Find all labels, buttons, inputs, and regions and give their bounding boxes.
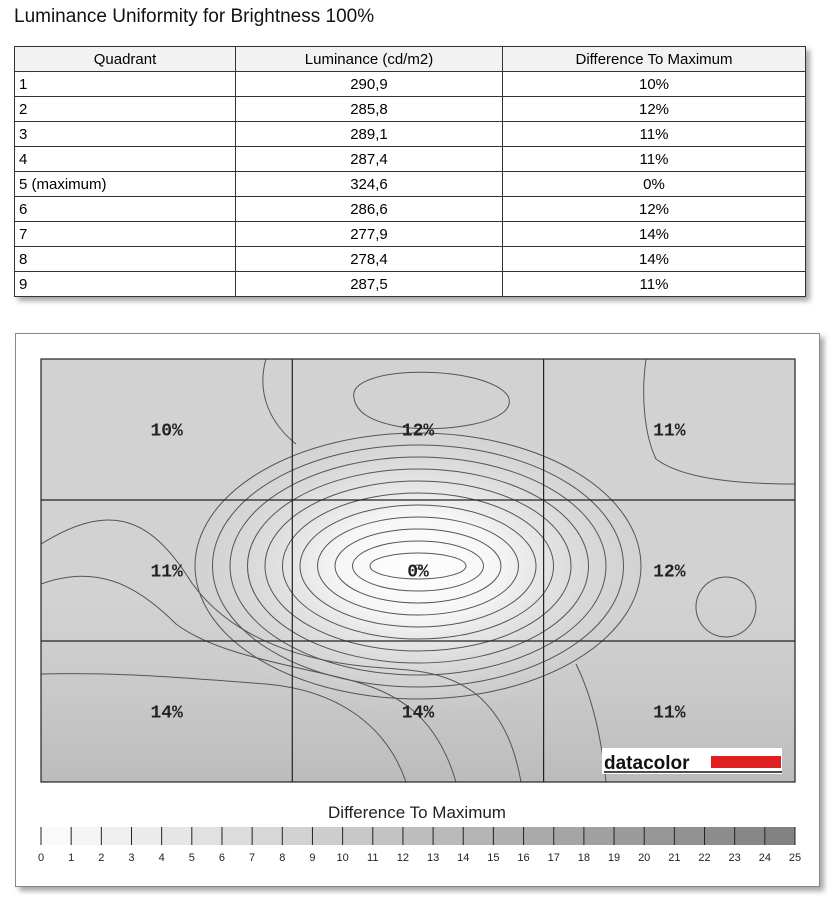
- legend-tick-label: 4: [158, 852, 165, 864]
- luminance-table-wrapper: [14, 46, 806, 297]
- legend-swatch: [705, 827, 735, 845]
- luminance-table: [14, 46, 806, 297]
- quadrant-cell: 4: [15, 147, 236, 172]
- legend-tick-label: 7: [249, 852, 256, 864]
- legend-title: Difference To Maximum: [328, 803, 506, 822]
- difference-cell: 12%: [503, 97, 806, 122]
- legend-swatch: [644, 827, 674, 845]
- table-row: [15, 272, 806, 297]
- quadrant-cell: 1: [15, 72, 236, 97]
- legend-swatch: [765, 827, 795, 845]
- legend-swatch: [554, 827, 584, 845]
- legend-swatch: [282, 827, 312, 845]
- legend-tick-label: 25: [788, 852, 802, 864]
- legend-swatch: [403, 827, 433, 845]
- cell-label: 11%: [150, 562, 183, 583]
- legend-tick-label: 8: [279, 852, 286, 864]
- legend-tick-label: 11: [367, 852, 379, 864]
- uniformity-chart-frame: [15, 333, 820, 887]
- cell-label: 14%: [150, 703, 183, 724]
- table-row: [15, 197, 806, 222]
- quadrant-cell: 2: [15, 97, 236, 122]
- header-difference: Difference To Maximum: [503, 47, 806, 72]
- legend-tick-label: 3: [128, 852, 135, 864]
- luminance-cell: 286,6: [236, 197, 503, 222]
- legend-swatch: [433, 827, 463, 845]
- quadrant-cell: 9: [15, 272, 236, 297]
- legend-tick-label: 6: [218, 852, 226, 864]
- legend-tick-label: 1: [68, 852, 75, 864]
- cell-label: 12%: [401, 421, 435, 442]
- legend-tick-label: 9: [309, 852, 316, 864]
- legend-tick-label: 14: [457, 852, 470, 864]
- difference-cell: 11%: [503, 147, 806, 172]
- cell-label: 0%: [407, 562, 429, 583]
- luminance-cell: 287,4: [236, 147, 503, 172]
- legend-tick-label: 12: [396, 852, 410, 864]
- datacolor-logo: [602, 748, 782, 774]
- difference-cell: 0%: [503, 172, 806, 197]
- table-row: [15, 122, 806, 147]
- table-row: [15, 247, 806, 272]
- uniformity-contour-chart: [16, 334, 819, 886]
- legend-swatch: [312, 827, 342, 845]
- cell-label: 14%: [401, 703, 435, 724]
- legend-tick-label: 24: [758, 852, 771, 864]
- luminance-cell: 287,5: [236, 272, 503, 297]
- luminance-cell: 324,6: [236, 172, 503, 197]
- table-row: [15, 72, 806, 97]
- quadrant-cell: 7: [15, 222, 236, 247]
- cell-label: 12%: [653, 562, 686, 583]
- legend-swatch: [493, 827, 523, 845]
- difference-cell: 10%: [503, 72, 806, 97]
- legend-tick-label: 22: [698, 852, 711, 864]
- cell-label: 11%: [653, 421, 686, 442]
- legend-tick-label: 16: [517, 852, 530, 864]
- legend-swatch: [131, 827, 161, 845]
- legend-swatch: [524, 827, 554, 845]
- legend-swatch: [41, 827, 71, 845]
- legend-tick-label: 17: [547, 852, 560, 864]
- quadrant-cell: 6: [15, 197, 236, 222]
- quadrant-cell: 5 (maximum): [15, 172, 236, 197]
- difference-cell: 11%: [503, 272, 806, 297]
- luminance-cell: 277,9: [236, 222, 503, 247]
- luminance-cell: 278,4: [236, 247, 503, 272]
- legend-swatch: [71, 827, 101, 845]
- table-row: [15, 97, 806, 122]
- quadrant-cell: 8: [15, 247, 236, 272]
- legend-swatch: [735, 827, 765, 845]
- difference-cell: 14%: [503, 222, 806, 247]
- legend-swatch: [343, 827, 373, 845]
- legend-swatch: [101, 827, 131, 845]
- header-luminance: Luminance (cd/m2): [236, 47, 503, 72]
- legend-tick-label: 10: [336, 852, 349, 864]
- legend-swatch: [192, 827, 222, 845]
- luminance-cell: 285,8: [236, 97, 503, 122]
- legend-swatch: [674, 827, 704, 845]
- legend-swatch: [614, 827, 644, 845]
- legend-swatch: [252, 827, 282, 845]
- logo-text: datacolor: [604, 753, 690, 774]
- legend-swatch: [463, 827, 493, 845]
- legend-tick-label: 23: [728, 852, 741, 864]
- legend-tick-label: 15: [487, 852, 500, 864]
- legend-tick-label: 13: [426, 852, 440, 864]
- quadrant-cell: 3: [15, 122, 236, 147]
- legend-tick-label: 2: [98, 852, 105, 864]
- table-row: [15, 222, 806, 247]
- legend-tick-label: 21: [668, 852, 681, 864]
- cell-label: 10%: [150, 421, 183, 442]
- legend-tick-label: 19: [607, 852, 621, 864]
- difference-cell: 11%: [503, 122, 806, 147]
- legend-tick-label: 0: [37, 852, 45, 864]
- legend-tick-label: 5: [188, 852, 195, 864]
- luminance-cell: 289,1: [236, 122, 503, 147]
- logo-bar: [711, 756, 781, 768]
- difference-cell: 12%: [503, 197, 806, 222]
- table-row: [15, 172, 806, 197]
- difference-cell: 14%: [503, 247, 806, 272]
- legend-tick-label: 20: [638, 852, 651, 864]
- page-title: Luminance Uniformity for Brightness 100%: [14, 6, 375, 27]
- legend-swatch: [373, 827, 403, 845]
- table-header-row: [15, 47, 806, 72]
- legend-swatch: [162, 827, 192, 845]
- table-row: [15, 147, 806, 172]
- luminance-cell: 290,9: [236, 72, 503, 97]
- legend-swatch: [222, 827, 252, 845]
- cell-label: 11%: [653, 703, 686, 724]
- legend-swatch: [584, 827, 614, 845]
- header-quadrant: Quadrant: [15, 47, 236, 72]
- legend-tick-label: 18: [577, 852, 591, 864]
